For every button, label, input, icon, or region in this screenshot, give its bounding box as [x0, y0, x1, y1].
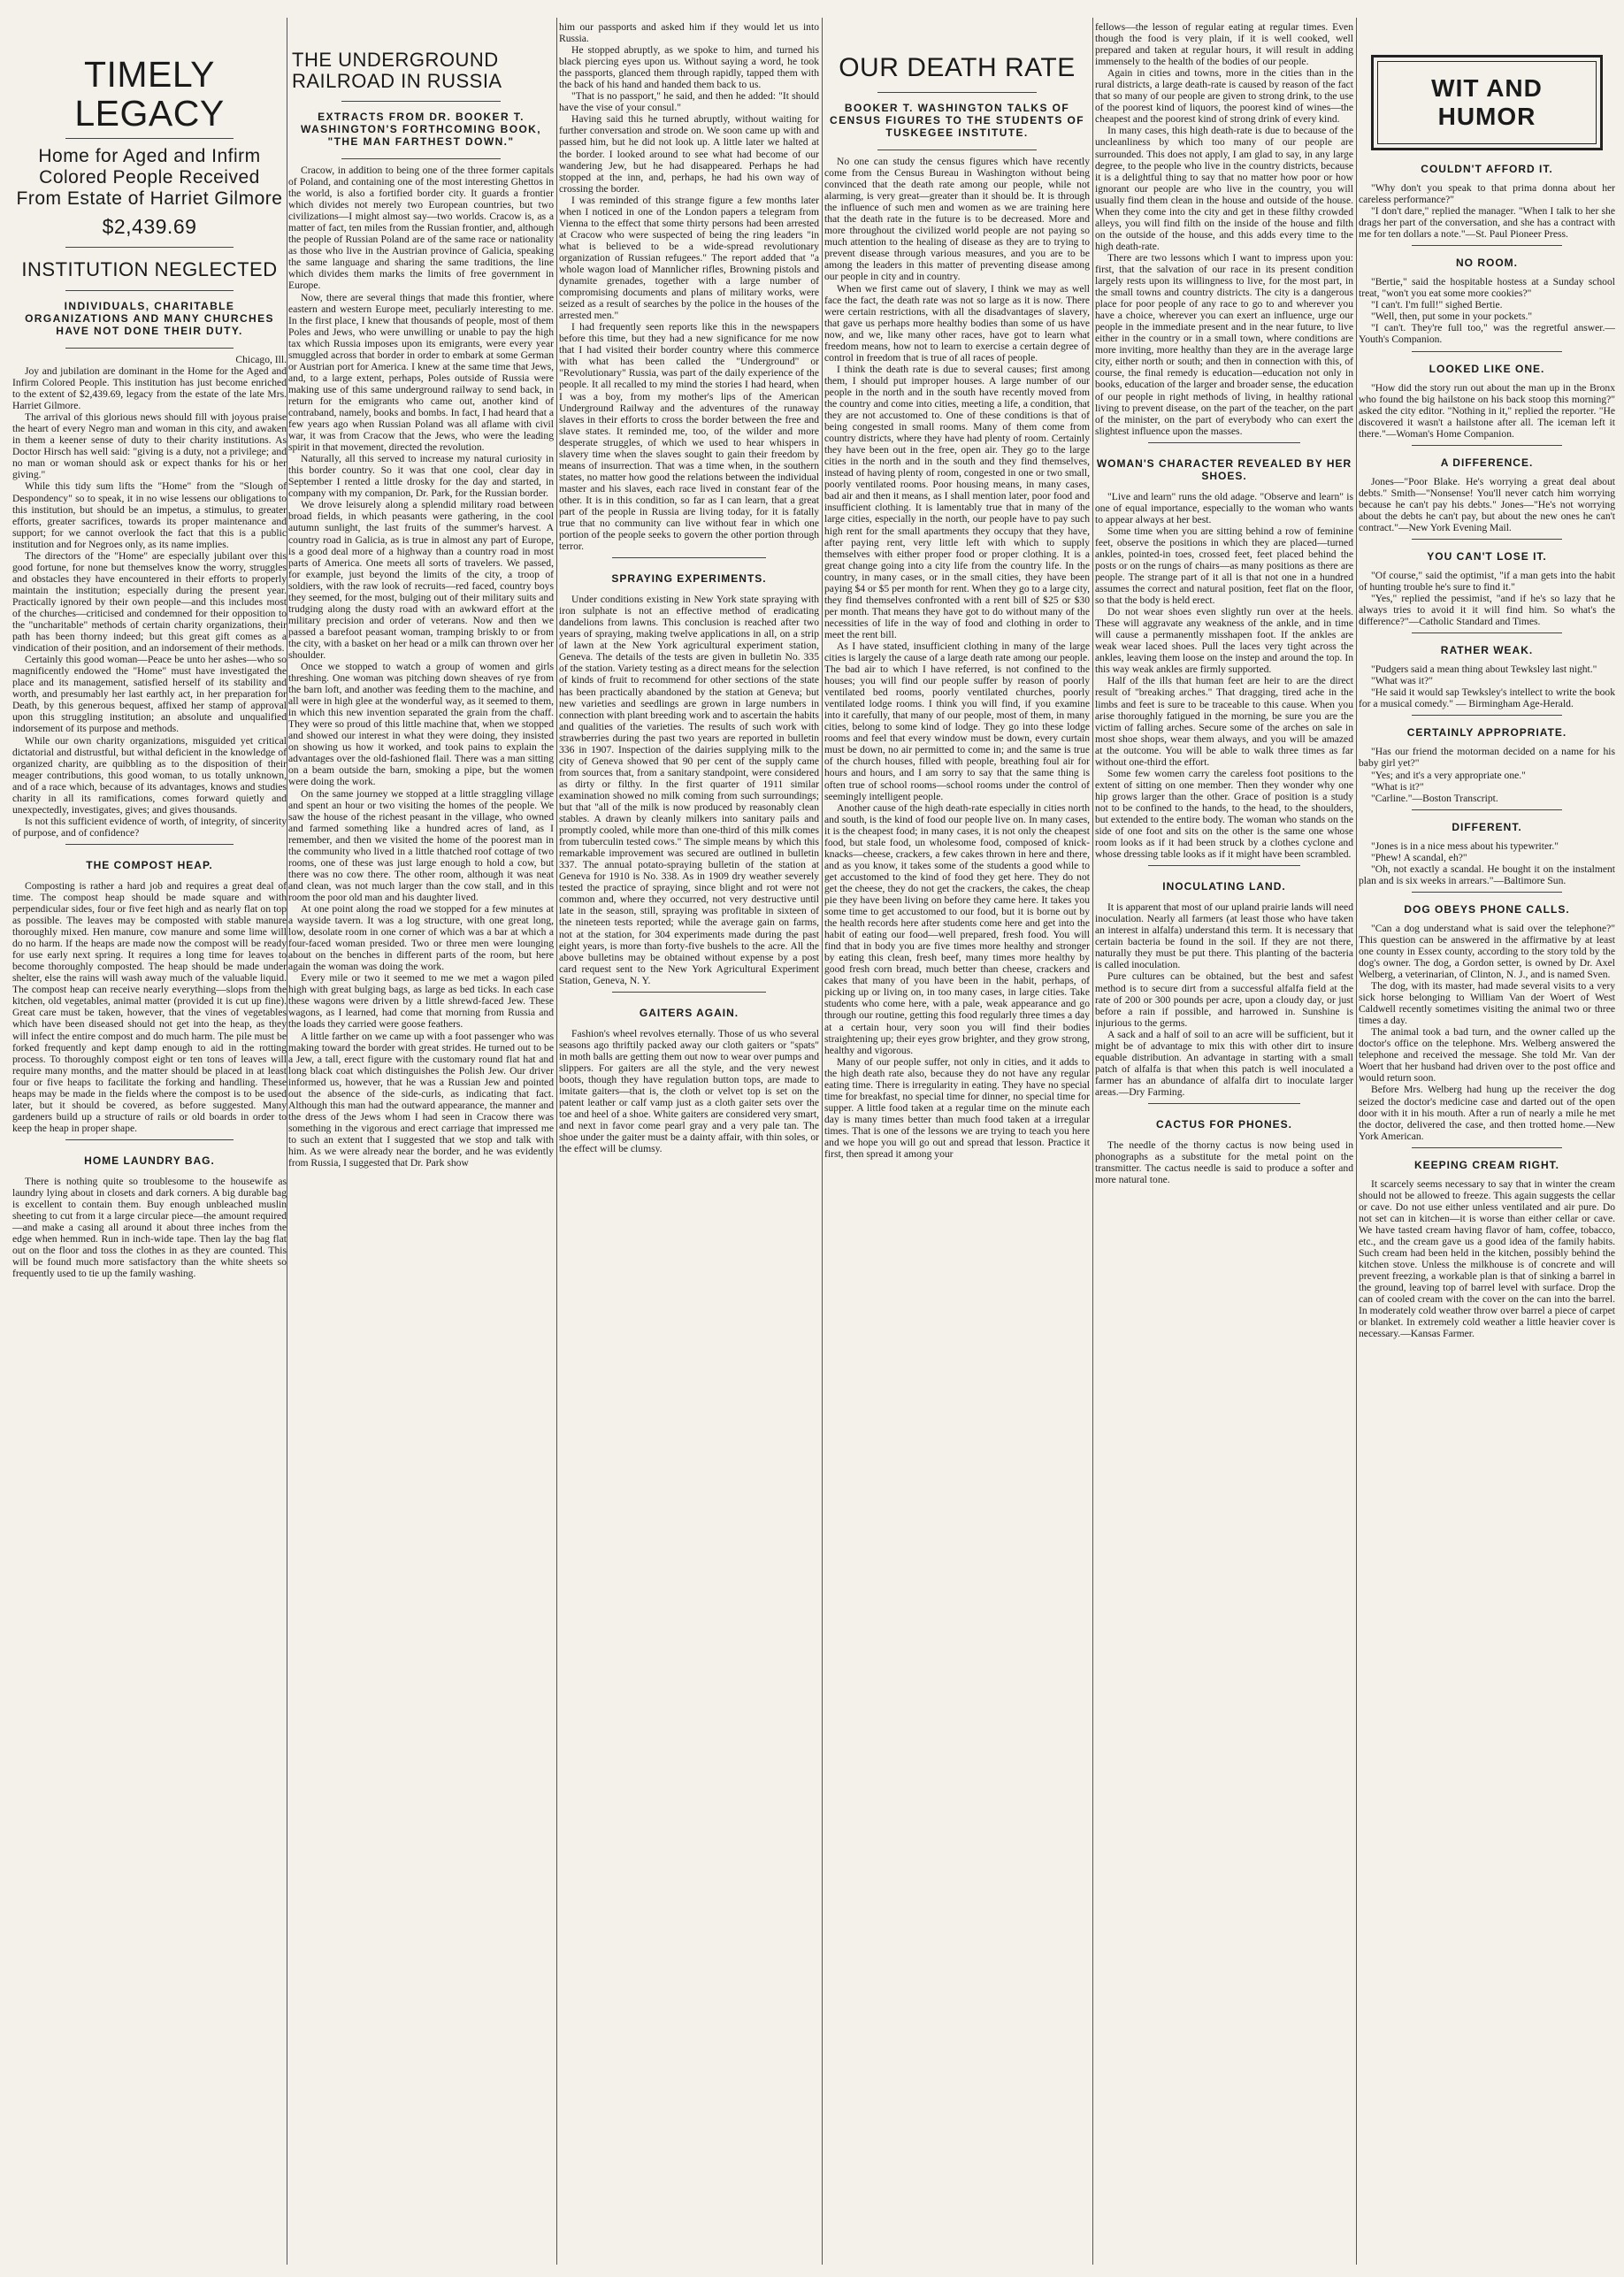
joke-headline: A DIFFERENCE. [1440, 456, 1534, 469]
paragraph: There is nothing quite so troublesome to the housewife as laundry lying about in closets and dark corners. A big durable bag is excellent to contain them. Buy enough unbleached muslin sheeting to cut from it a large circular piece—the amount required—and make a casing all around it about three inches from the edge when hemmed. Run in inch-wide tape. Then lay the bag flat out on the floor and toss the clothes in as they are counted. This will be found much more satisfactory than the white sheets so frequently used to tie up the family washing. [12, 1175, 287, 1280]
paragraph: Under conditions existing in New York state spraying with iron sulphate is not an effective method of eradicating dandelions from lawns. This conclusion is reached after two years of spraying, making twelve applications in all, on a strip of lawn at the New York agricultural experiment station, Geneva. The details of the tests are given in bulletin No. 335 of the station. Variety testing as a direct means for the selection of kinds of fruit to recommend for other sections of the state has been practically abandoned by the station at Geneva; but new varieties and seedlings are grown in large numbers in connection with plant breeding work and to ascertain the habits and qualities of the varieties. The results of such work with strawberries during the past two years are reported in bulletin 336 in 1907. Inspection of the dairies supplying milk to the city of Geneva showed that 90 per cent of the supply came from sources that, from a sanitary standpoint, were considered as dirty or filthy. In the first quarter of 1911 similar examination showed no milk coming from such surroundings; but that "all of the milk is now produced by reasonably clean stables. A drawn by cleanly milkers into sanitary pails and promptly cooled, while more than one-third of this milk comes from tuberculin tested cows." The simple means by which this remarkable improvement was secured are outlined in bulletin 337. The annual potato-spraying bulletin of the station at Geneva for 1910 is No. 338. As in 1909 dry weather severely tested the practice of spraying, since blight and rot were not common and, where they occurred, not very destructive until late in the season, still, spraying was profitable in sixteen of the nineteen tests reported; while the average gain on farms, not at the station, for 304 experiments made during the past eight years, is more than forty-five bushels to the acre. All the above bulletins may be obtained without expense by a post card request sent to the New York Agricultural Experiment Station, Geneva, N. Y. [559, 594, 819, 986]
deck-institution-neglected: INSTITUTION NEGLECTED [21, 258, 278, 280]
paragraph: Another cause of the high death-rate especially in cities north and south, is the kind of food our people live on. In many cases, it is the cheapest food; in many cases, it is not only the cheapest food, but stale food, un wholesome food, composed of knick-knacks—cheese, crackers, a few cakes thrown in here and there, and as you know, it takes some of the students a good while to get accustomed to the kind of food they get here. They do not get the cheese, they do not get the crackers, the cakes, the cheap pie they have been living on before they came here. It takes you some time to get accustomed to our food, but it is borne out by the health records here after students come here and get into the habit of eating our food—well prepared, fresh food. You will find that in body you are five times more healthy and stronger by eating this clean, fresh beef, many times more healthy by good fresh corn bread, much better than cheese, crackers and cakes that many of you have been in the habit, perhaps, of picking up or living on, in too many cases, in large cities. Take students who come here, with a pale, weak appearance and go through our routine, getting this food regularly three times a day at a certain hour, very soon you will find their bodies straightening up; their eyes grow brighter, and they grow strong, healthy and vigorous. [824, 801, 1090, 1056]
paragraph: "Well, then, put some in your pockets." [1371, 310, 1533, 323]
legacy-amount: $2,439.69 [102, 215, 197, 238]
joke-headline: YOU CAN'T LOSE IT. [1427, 549, 1547, 563]
joke-headline: LOOKED LIKE ONE. [1429, 362, 1545, 375]
paragraph: "What is it?" [1371, 780, 1424, 793]
divider [1412, 892, 1562, 893]
headline-inoculating-land: INOCULATING LAND. [1162, 880, 1286, 893]
paragraph: Half of the ills that human feet are heir to are the direct result of "breaking arches." That dragging, tired ache in the limbs and feet is sure to be traceable to this cause. When you arise thoroughly fatigued in the morning, be sure you are the victim of falling arches. Secure some of the arches on sale in most shoe shops, wear them always, and you will be amazed at the outcome. You will be able to walk three times as far without one-third the effort. [1095, 675, 1353, 768]
paragraph: "He said it would sap Tewksley's intellect to write the book for a musical comedy." — Birmingham Age-Herald. [1359, 686, 1615, 710]
paragraph: Before Mrs. Welberg had hung up the receiver the dog seized the doctor's medicine case and darted out of the open door with it in his mouth. After a run of nearly a mile he met the doctor, delivered the case, and then trotted home.—New York American. [1359, 1084, 1615, 1142]
divider [65, 844, 234, 845]
paragraph: On the same journey we stopped at a little straggling village and spent an hour or two visiting the homes of the people. We saw the house of the richest peasant in the village, who owned and farmed something like a hundred acres of land, as I remember, and then we visited the home of the poorest man in the community who lived in a little thatched roof cottage of two rooms, one of these was just large enough to hold a cow, but there was no cow there. The other room, although it was neat and clean, was not much larger than the cow stall, and in this room the poor old man and his daughter lived. [288, 787, 554, 903]
joke-headline: COULDN'T AFFORD IT. [1421, 163, 1553, 175]
paragraph: "Pudgers said a mean thing about Tewksley last night." [1371, 663, 1597, 676]
paragraph: A little farther on we came up with a foot passenger who was making toward the border with great strides. He turned out to be a Jew, a tall, erect figure with the customary round flat hat and long black coat which distinguishes the Polish Jew. Our driver informed us, however, that he was a Russian Jew and pointed out the absence of the side-curls, as indicating that fact. Although this man had the outward appearance, the manner and the dress of the Jews whom I had seen in Cracow there was something in the vigorous and erect carriage that impressed me to such an extent that I suggested that we stop and talk with him. As we were already near the border, and he was evidently from Russia, I suggested that Dr. Park show [288, 1030, 554, 1169]
divider [1412, 1147, 1562, 1148]
column-3 [559, 21, 819, 1154]
headline-our-death-rate: OUR DEATH RATE [839, 53, 1076, 82]
paragraph: "Phew! A scandal, eh?" [1371, 851, 1467, 863]
headline-cactus-for-phones: CACTUS FOR PHONES. [1155, 1117, 1292, 1131]
paragraph: There are two lessons which I want to impress upon you: first, that the salvation of our race in its present condition largely rests upon its willingness to live, for the most part, in the small towns and country districts. The city is a dangerous place for poor people of any race to go to and wherever you have a choice, wherever you can exert an influence, urge our people in the immediate present and in the near future, to live either in the country or in a small town, where conditions are more inviting, more healthy than they are in the average large city, either north or south; and then in connection with this, of course, the final remedy is education—education not only in books, education of the larger and broader sense, the education of our people in right methods of living, in healthy rational living to prevent disease, on the part of the teacher, on the part of the minister, on the part of everybody who can exert the slightest influence upon the masses. [1095, 251, 1353, 437]
paragraph: Is not this sufficient evidence of worth, of integrity, of sincerity of purpose, and of confidence? [12, 815, 287, 839]
divider [1412, 351, 1562, 352]
joke-headline: NO ROOM. [1456, 257, 1518, 270]
paragraph: "Yes; and it's a very appropriate one." [1371, 769, 1526, 781]
paragraph: "How did the story run out about the man up in the Bronx who found the big hailstone on his back stoop this morning?" asked the city editor. "Nothing in it," replied the reporter. "He discovered it wasn't a hailstone after all. The iceman left it there."—Woman's Home Companion. [1359, 381, 1615, 440]
divider [1148, 442, 1300, 443]
paragraph: While our own charity organizations, misguided yet critical dictatorial and distrustful, but withal deficient in the knowledge of organized charity, are quibbling as to the disposition of their meager contributions, this good woman, to us totally unknown, and of a race which, because of its advantages, knows and studies charity in all its ramifications, comes forward quietly and unexpectedly, investigates, gives; and gives thousands. [12, 734, 287, 816]
paragraph: "I can't. I'm full!" sighed Bertie. [1371, 299, 1503, 311]
joke-headline: CERTAINLY APPROPRIATE. [1406, 726, 1567, 740]
paragraph: "Live and learn" runs the old adage. "Observe and learn" is one of equal importance, especially to the woman who wants to appear always at her best. [1095, 490, 1353, 525]
paragraph: "Has our friend the motorman decided on a name for his baby girl yet?" [1359, 746, 1615, 770]
divider [65, 247, 234, 248]
divider [341, 158, 501, 159]
paragraph: I think the death rate is due to several causes; first among them, I should put improper houses. A large number of our people in the north and in the south have recently moved from the country and come into cities, meeting a life, a condition, that they are not accustomed to. One of these conditions is that of being congested in small rooms. Many of them come from country districts, where they have had plenty of room. Certainly they have been out in the free, open air. They go to the large cities in the north and in the south and they find themselves, instead of having plenty of room, congested in one or two small, poorly ventilated rooms. Poor housing means, in many cases, bad air and then it means, as I shall mention later, poor food and insufficient clothing. It is lamentably true that in many of the large cities, especially in the north, our people have to pay such high rent for the small apartments they occupy that they have, after paying rent, very little left with which to supply themselves with either proper food or proper clothing. It is a great change going into a city life from the country life. In the country, in many cases, or in the small cities, they have been paying $4 or $5 per month for rent. When they go to a large city, they find themselves confronted with a rent bill of $25 or $30 per month. That means they have got to do without many of the necessities of life in the way of food and clothing in order to meet the rent bill. [824, 363, 1090, 640]
paragraph: Once we stopped to watch a group of women and girls threshing. One woman was pitching down sheaves of rye from the barn loft, and another was feeding them to the machine, and all were in high glee at the wonderful way, as it seemed to them, in which this new invention separated the grain from the chaff. They were so proud of this little machine that, when we stopped and showed our interest in what they were doing, they insisted on showing us how it worked, and took pains to explain the advantages over the old-fashioned flail. There was a man sitting on a beam outside the barn, smoking a pipe, but the women were doing the work. [288, 661, 554, 788]
paragraph: Fashion's wheel revolves eternally. Those of us who several seasons ago thriftily packed away our cloth gaiters or "spats" in moth balls are getting them out now to wear over pumps and slippers. For gaiters are all the style, and the very newest boots, though they have regulation button tops, are made to imitate gaiters—that is, the cloth or velvet top is set on the patent leather or calf vamp just as a cloth gaiter sets over the toe and heel of a shoe. White gaiters are considered very smart, and next in favor come pearl gray and a very pale tan. The shoe under the gaiter must be a dainty affair, with thin soles, or the effect will be clumsy. [559, 1027, 819, 1155]
headline-dog-obeys-phone: DOG OBEYS PHONE CALLS. [1404, 902, 1570, 916]
divider [877, 92, 1037, 93]
divider [1412, 445, 1562, 446]
paragraph: I had frequently seen reports like this in the newspapers before this time, but they had a new significance for me now that I had visited their border country where this commerce with what has been called the "Underground" or "Revolutionary" Russia, was part of the daily experience of the people. It all recalled to my mind the stories I had heard, when I was a boy, from my mother's lips of the American Underground Railway and the adventures of the runaway slaves in their efforts to cross the border between the free and slave states. It reminded me, too, of the wilder and more desperate struggles, of which we used to hear whispers in slavery time when the slaves sought to gain their freedom by means of insurrection. That was a time when, in the southern states, no matter how good the relations between the individual master and his slaves, each race lived in constant fear of the other. It is in this condition, so far as I can learn, that a great part of the people in Russia are living today, for it is fatally true that no community can live without fear in which one portion of the people seeks to govern the other portion through terror. [559, 321, 819, 553]
deck-individuals: INDIVIDUALS, CHARITABLE ORGANIZATIONS AND MANY CHURCHES HAVE NOT DONE THEIR DUTY. [25, 300, 274, 337]
divider [612, 992, 766, 993]
paragraph: Every mile or two it seemed to me we met a wagon piled high with great bulging bags, as large as bed ticks. In each case these wagons were driven by a little shrewd-faced Jew. These wagons, as I learned, had come that morning from Russia and the loads they carried were goose feathers. [288, 972, 554, 1031]
paragraph: The dog, with its master, had made several visits to a very sick horse belonging to William Van der Woert of West Caldwell recently sometimes visiting the animal two or three times a day. [1359, 980, 1615, 1027]
joke-headline: RATHER WEAK. [1440, 644, 1534, 657]
paragraph: "Bertie," said the hospitable hostess at a Sunday school treat, "won't you eat some more cookies?" [1359, 276, 1615, 300]
headline-timely-legacy: TIMELY LEGACY [74, 54, 225, 134]
paragraph: It scarcely seems necessary to say that in winter the cream should not be allowed to freeze. This again suggests the cellar or cave. Do not use either unless ventilated and air pure. Do not set can in kitchen—it is worse than either cellar or cave. We have tasted cream having flavor of ham, coffee, tobacco, etc., and the cream gave us a good idea of the family habits. Such cream had been held in the kitchen, possibly behind the kitchen stove. Unless the milkhouse is of concrete and will prevent freezing, a workable plan is that of sinking a barrel in the ground, leaving top of barrel level with surface. Drop the can of cooled cream with the cover on the can into the barrel. In moderately cold weather throw over barrel a piece of carpet or blanket. In extremely cold weather a little heavier cover is necessary.—Kansas Farmer. [1359, 1177, 1615, 1340]
divider [1412, 632, 1562, 633]
paragraph: The animal took a bad turn, and the owner called up the doctor's office on the telephone. Mrs. Welberg answered the telephone and received the message. She told Mr. Van der Woert that her husband had driven over to the post office and would return soon. [1359, 1026, 1615, 1085]
divider [1412, 539, 1562, 540]
headline-keeping-cream-right: KEEPING CREAM RIGHT. [1413, 1158, 1559, 1171]
paragraph: "Of course," said the optimist, "if a man gets into the habit of hunting trouble he's sure to find it." [1359, 569, 1615, 594]
paragraph: The arrival of this glorious news should fill with joyous praise the heart of every Negro man and woman in this city, and awaken in them a keener sense of duty to their charity institutions. As Doctor Hirsch has well said: "giving is a duty, not a privilege; and no man or woman should ask or expect thanks for his or her giving." [12, 411, 287, 481]
column-rule [1356, 18, 1357, 2265]
divider [1412, 715, 1562, 716]
paragraph: When we first came out of slavery, I think we may as well face the fact, the death rate was not so large as it is now. There were certain restrictions, with all the disadvantages of slavery, that gave us perhaps more healthy bodies than some of us have now, and we, like many other races, have got to learn what freedom means, how not to learn to exercise a certain degree of control in freedom that is true of all races of people. [824, 282, 1090, 364]
paragraph: We drove leisurely along a splendid military road between broad fields, in which peasants were gathering, in the cool autumn sunlight, the last fruits of the summer's harvest. A country road in Galicia, as is true in almost any part of Europe, is a good deal more of a highway than a country road in most parts of America. One meets all sorts of travelers. We passed, for example, just beyond the limits of the city, a troop of soldiers, with the raw look of recruits—red faced, country boys they seemed, for the most, bulging out of their military suits and trudging along the dusty road with an awkward effort at the military precision and order of veterans. Now and then we passed a barefoot peasant woman, tramping briskly to or from the city, with a basket on her head or a milk can thrown over her shoulder. [288, 499, 554, 661]
paragraph: Do not wear shoes even slightly run over at the heels. These will aggravate any weakness of the ankle, and in time will cause a permanently misshapen foot. If the ankles are weak wear laced shoes. Pull the laces very tight across the ankles, leaving them loose on the instep and around the top. In this way weak ankles are firmly supported. [1095, 606, 1353, 676]
paragraph: "That is no passport," he said, and then he added: "It should have the vise of your consul." [559, 90, 819, 114]
paragraph: Again in cities and towns, more in the cities than in the rural districts, a large death-rate is caused by reason of the fact that so many of our people are given to strong drink, to the use of the poorest kind of liquors, the poorest kind of wines—the cheapest and the poorest kind of strong drink of every kind. [1095, 67, 1353, 126]
divider [1412, 809, 1562, 810]
column-rule [822, 18, 823, 2265]
headline-underground-railroad: THE UNDERGROUND RAILROAD IN RUSSIA [292, 49, 502, 92]
divider [612, 557, 766, 558]
paragraph: fellows—the lesson of regular eating at regular times. Even though the food is very plain, if it is well cooked, well prepared and taken at regular hours, it will result in adding immensely to the health of the bodies of our people. [1095, 21, 1353, 68]
headline-compost-heap: THE COMPOST HEAP. [86, 858, 213, 871]
paragraph: "I can't. They're full too," was the regretful answer.—Youth's Companion. [1359, 322, 1615, 346]
paragraph: Now, there are several things that made this frontier, where eastern and western Europe meet, peculiarly interesting to me. In the first place, I knew that thousands of people, most of them Poles and Jews, who were unwilling or unable to pay the high tax which Russia imposes upon its emigrants, were every year smuggled across that border in order to embark at some German or Austrian port for America. I knew at the same time that Jews, and, to a large extent, perhaps, Poles outside of Russia were making use of this same underground railway to send back, in return for the emigrants who came out, another kind of contraband, namely, books and bombs. In fact, I had heard that a few years ago when Russian Poland was all aflame with civil war, it was from Cracow that the Jews, who were the leading spirit in that movement, directed the revolution. [288, 291, 554, 454]
divider [65, 348, 234, 349]
headline-home-laundry-bag: HOME LAUNDRY BAG. [84, 1154, 215, 1167]
divider [1148, 865, 1300, 866]
deck-booker-washington: BOOKER T. WASHINGTON TALKS OF CENSUS FIGURES TO THE STUDENTS OF TUSKEGEE INSTITUTE. [830, 102, 1084, 139]
divider [65, 138, 234, 139]
column-rule [1092, 18, 1093, 2265]
paragraph: "Why don't you speak to that prima donna about her careless performance?" [1359, 182, 1615, 206]
paragraph: Jones—"Poor Blake. He's worrying a great deal about debts." Smith—"Nonsense! You'll never catch him worrying because he can't pay his debts." Jones—"He's not worrying about the debts he can't pay, but about the new ones he can't contract."—New York Evening Mail. [1359, 475, 1615, 533]
paragraph: While this tidy sum lifts the "Home" from the "Slough of Despondency" so to speak, it in no wise lessens our obligations to this institution, but should be an impetus, a stimulus, to greater efforts, greater sacrifices, towards its proper maintenance and support; for we cannot overlook the fact that this is a public institution and for Negroes only, as its name implies. [12, 480, 287, 550]
paragraph: As I have stated, insufficient clothing in many of the large cities is largely the cause of a large death rate among our people. The bad air to which I have referred, is not confined to the houses; you will find our people suffer by reason of poorly ventilated bed rooms, poorly ventilated churches, poorly ventilated lodge rooms. I think you will find, if you examine into it carefully, that many of our people, most of them, in many cities, belong to some kind of lodge. They go into these lodge rooms and feel that every window must be down, every curtain must be down, no air permitted to come in; and the same is true of the church houses, filled with people, breathing foul air for hours and hours, and I am sorry to say that the same thing is often true of school rooms—school rooms under the control of seemingly intelligent people. [824, 640, 1090, 802]
paragraph: "What was it?" [1371, 675, 1433, 687]
column-4 [824, 46, 1090, 1160]
paragraph: "Carline."—Boston Transcript. [1371, 792, 1498, 804]
paragraph: I was reminded of this strange figure a few months later when I noticed in one of the London papers a telegram from Vienna to the effect that some thirty persons had been arrested at Cracow who were suspected of being the ring leaders "in what is believed to be a wide-spread revolutionary organization of Russian refugees." The report added that "a whole wagon load of Mannlicher rifles, Browning pistols and dynamite grenades, together with a large number of compromising documents and plans of military works, were seized as a result of searches by the police in the houses of the arrested men." [559, 194, 819, 322]
dateline: Chicago, Ill. [235, 354, 287, 365]
paragraph: It is apparent that most of our upland prairie lands will need inoculation. Nearly all farmers (at least those who have taken an interest in alfalfa) understand this term. It is necessary that certain bacteria be found in the soil. If they are not there, naturally they must be put there. This planting of the bacteria is called inoculation. [1095, 901, 1353, 971]
paragraph: Some few women carry the careless foot positions to the extent of sitting on one member. Then they wonder why one hip grows larger than the other. Grace of position is a study not to be confined to the hands, to the head, to the shoulders, but extended to the entire body. The woman who stands on the side of one foot and sits on the other is the same one whose room looks as if it had been struck by a clothes cyclone and whose dressing table looks as if it might have been scrambled. [1095, 767, 1353, 861]
paragraph: Many of our people suffer, not only in cities, and it adds to the high death rate also, because they do not have any regular eating time. There is irregularity in eating. They have no special time for breakfast, no special time for dinner, no special time for supper. A little food taken at a regular time on the minute each day is many times better than much food taken at a irregular times. That is one of the lessons we are trying to teach you here and we hope you will go out and spread that lesson. Practice it first, then spread it among your [824, 1055, 1090, 1161]
divider [65, 1139, 234, 1140]
paragraph: A sack and a half of soil to an acre will be sufficient, but it might be of advantage to mix this with other dirt to insure equable distribution. An advantage in starting with a small patch of alfalfa is that when this patch is well inoculated a farmer has an abundance of alfalfa dirt to inoculate larger areas.—Dry Farming. [1095, 1028, 1353, 1098]
paragraph: him our passports and asked him if they would let us into Russia. [559, 21, 819, 45]
paragraph: "Jones is in a nice mess about his typewriter." [1371, 840, 1559, 852]
column-2 [288, 46, 554, 1169]
paragraph: Pure cultures can be obtained, but the best and safest method is to secure dirt from a successful alfalfa field at the rate of 200 or 300 pounds per acre, upon a cloudy day, or just before a rain if possible, and harrowed in. Sunshine is injurious to the germs. [1095, 970, 1353, 1029]
paragraph: Joy and jubilation are dominant in the Home for the Aged and Infirm Colored People. This institution has just become enriched to the extent of $2,439.69, legacy from the estate of the late Mrs. Harriet Gilmore. [12, 365, 287, 412]
paragraph: Cracow, in addition to being one of the three former capitals of Poland, and containing one of the most interesting Ghettos in the world, is also a fortified border city. It guards a frontier which divides not merely two European countries, but two civilizations—I might almost say—two worlds. Cracow is, as a matter of fact, ten miles from the Russian frontier, and, although the people of Russian Poland are of the same race or nationality as those who live in the Austrian province of Galicia, speaking the same language and sharing the same traditions, the line which divides them marks the limits of free government in Europe. [288, 165, 554, 292]
wit-and-humor-title: WIT AND HUMOR [1377, 61, 1597, 144]
paragraph: Composting is rather a hard job and requires a great deal of time. The compost heap should be made square and with perpendicular sides, four or five feet high and as nearly flat on top as possible. The leaves may be composted with stable manure thoroughly mixed. Hen manure, cow manure and some lime will do no harm. If the heaps are made now the compost will be ready for use early next spring. It requires a long time for leaves to become thoroughly composted. The heap should be made under shelter, else the rains will wash away much of the valuable liquid. The compost heap can receive nearly everything—slops from the kitchen, old vegetables, animal matter (provided it is cut up fine). Great care must be taken, however, that the vines of vegetables which have been diseased should not get into the heap, as they will infect the entire compost and do much harm. The pile must be forked frequently and kept damp enough to aid in the rotting process. To thoroughly compost eight or ten tons of leaves will require many months, and the matter should be placed in at least four or five heaps to facilitate the forking and handling. These heaps may be made in the fields where the compost is to be used later, but it should be covered, as before suggested. Many gardeners build up a structure of rails or old boards in order to keep the heap in proper shape. [12, 879, 287, 1134]
paragraph: In many cases, this high death-rate is due to because of the uncleanliness by which too many of our people are surrounded. This does not apply, I am glad to say, in any large degree, to the people who live in the country districts, because it is a delightful thing to say that no matter how poor or how ignorant our people are who live in the country, you will usually find them clean in the house and outside of the house. When they come into the city and get in these filthy crowded alleys, you will find filth on the inside of the house and filth on the outside of the house, and this adds every time to the high death-rate. [1095, 125, 1353, 252]
paragraph: "Can a dog understand what is said over the telephone?" This question can be answered in the affirmative by at least one county in Essex county, according to the story told by the dog's owner. The dog, a Gordon setter, is owned by Dr. Axel Welberg, a veterinarian, of Clinton, N. J., and is named Sven. [1359, 922, 1615, 981]
paragraph: Some time when you are sitting behind a row of feminine feet, observe the positions in which they are placed—turned ankles, pointed-in toes, crossed feet, feet placed behind the posts or on the rungs of chairs—as many positions as there are people. The strange part of it all is that not one in a hundred assumes the correct and natural position, feet flat on the floor, so that the body is held erect. [1095, 525, 1353, 607]
joke-headline: DIFFERENT. [1452, 820, 1522, 833]
paragraph: He stopped abruptly, as we spoke to him, and turned his black piercing eyes upon us. Without saying a word, he took the passports, glanced them through rapidly, tapped them with the back of his hand and handed them back to us. [559, 44, 819, 91]
paragraph: Having said this he turned abruptly, without waiting for further conversation and strode on. We soon came up with and passed him, but he did not look up. A little later we halted at the border. I looked around to see what had become of our wandering Jew, but he had disappeared. Perhaps he had stopped at the inn, and, perhaps, he had his own way of crossing the border. [559, 113, 819, 195]
column-5 [1095, 21, 1353, 1185]
headline-spraying-experiments: SPRAYING EXPERIMENTS. [611, 572, 767, 586]
paragraph: "Oh, not exactly a scandal. He bought it on the instalment plan and is six weeks in arrears."—Baltimore Sun. [1359, 862, 1615, 886]
deck-extracts: EXTRACTS FROM DR. BOOKER T. WASHINGTON'S FORTHCOMING BOOK, "THE MAN FARTHEST DOWN." [301, 111, 541, 148]
divider [1148, 1103, 1300, 1104]
paragraph: "Yes," replied the pessimist, "and if he's so lazy that he always tries to avoid it it will find him. So what's the difference?"—Catholic Standard and Times. [1359, 593, 1615, 628]
wit-and-humor-banner [1371, 55, 1603, 150]
column-1 [12, 46, 287, 1279]
paragraph: "I don't dare," replied the manager. "When I talk to her she drags her part of the conversation, and she has a contract with me for ten dollars a note."—St. Paul Pioneer Press. [1359, 205, 1615, 241]
article-body [12, 365, 287, 839]
column-rule [556, 18, 557, 2265]
paragraph: The needle of the thorny cactus is now being used in phonographs as a substitute for the metal point on the transmitter. The cactus needle is said to produce a softer and more natural tone. [1095, 1138, 1353, 1186]
column-6 [1359, 50, 1615, 1339]
divider [341, 101, 501, 102]
paragraph: No one can study the census figures which have recently come from the Census Bureau in Washington without being convinced that the death rate among our people, while not alarming, is very great—greater than it should be. It is through the influence of such men and women as we are training here that the death rate in the future is to be decreased. More and more throughout the civilized world people are not paying so much attention to the healing of disease as they are to trying to prevent disease through various measures, and you are to be among the leaders in this matter of preventing disease among our people in city and in country. [824, 156, 1090, 283]
divider [1412, 245, 1562, 246]
paragraph: At one point along the road we stopped for a few minutes at a wayside tavern. It was a log structure, with one great long, low, desolate room in one corner of which was a bar at which a four-faced woman presided. Two or three men were lounging about on the benches in different parts of the room, but here again the woman was doing the work. [288, 903, 554, 973]
headline-gaiters-again: GAITERS AGAIN. [639, 1006, 739, 1019]
paragraph: Naturally, all this served to increase my natural curiosity in this border country. So it was that one cool, clear day in September I rented a little drosky for the day and started, in company with my companion, Dr. Park, for the Russian border. [288, 453, 554, 500]
headline-womans-character: WOMAN'S CHARACTER REVEALED BY HER SHOES. [1096, 456, 1352, 482]
paragraph: The directors of the "Home" are especially jubilant over this good fortune, for none but themselves know the worry, struggles and obstacles they have encountered in their efforts to properly maintain the institution; especially during the present year. Practically ignored by their own people—and this includes most of the churches—criticised and condemned for their opposition to the "uncharitable" methods of certain charity organizations, their path has been thorny indeed; but this great gift comes as a vindication of their position, and an indorsement of their methods. [12, 549, 287, 655]
paragraph: Certainly this good woman—Peace be unto her ashes—who so magnificently endowed the "Home" must have investigated the place and its management, satisfied herself of its stability and worth, and presumably her last earthly act, in her preparation for Death, by this generous bequest, affixed her stamp of approval upon this struggling institution; an absolute and unqualified indorsement of its purpose and methods. [12, 654, 287, 735]
divider [65, 290, 234, 291]
deck-home-for-aged: Home for Aged and Infirm Colored People Received From Estate of Harriet Gilmore [16, 146, 283, 209]
